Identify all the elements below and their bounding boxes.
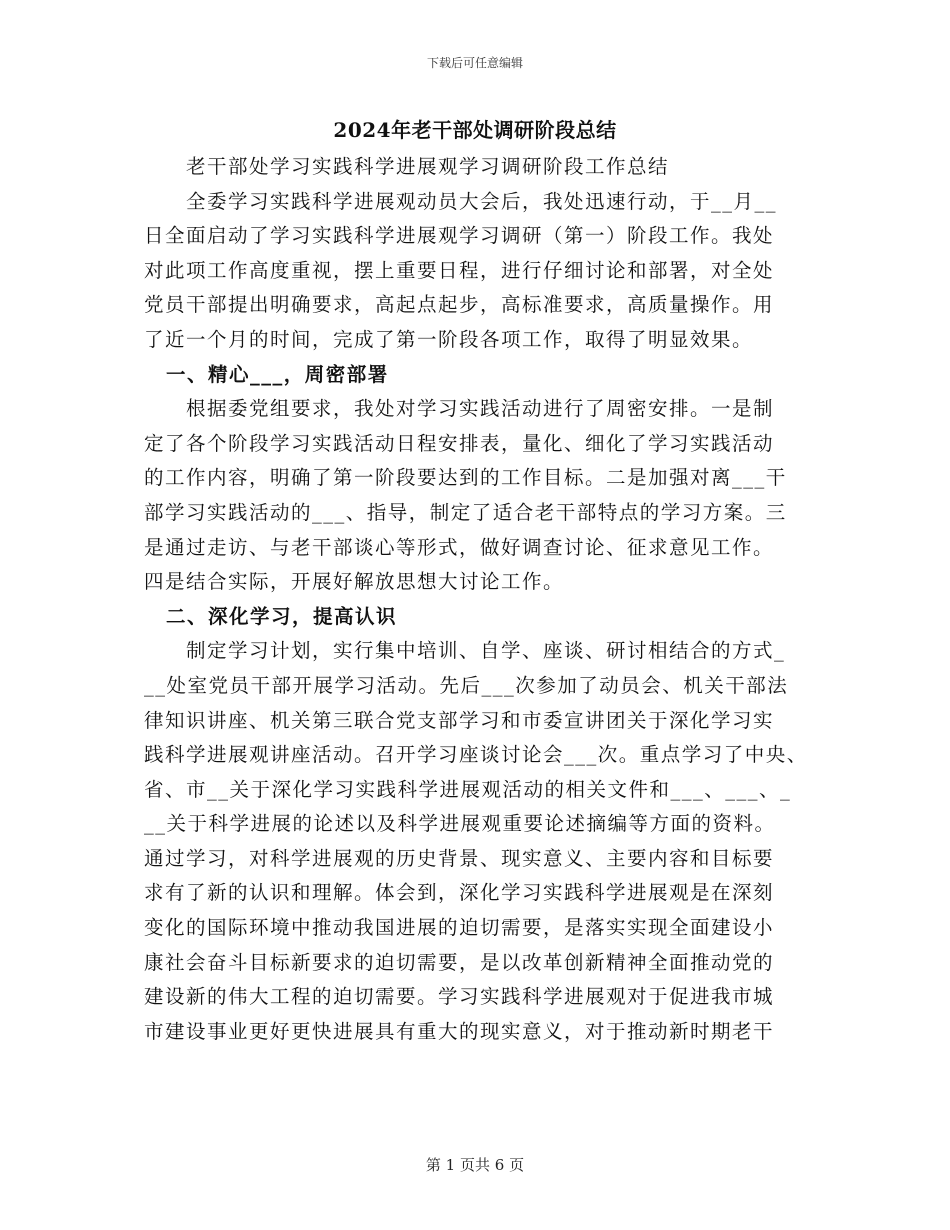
paragraph-line: 的工作内容，明确了第一阶段要达到的工作目标。二是加强对离___干 <box>144 466 787 490</box>
paragraph-line: 老干部处学习实践科学进展观学习调研阶段工作总结 <box>186 155 670 178</box>
paragraph-line: 康社会奋斗目标新要求的迫切需要，是以改革创新精神全面推动党的 <box>144 950 775 974</box>
paragraph-line: 根据委党组要求，我处对学习实践活动进行了周密安排。一是制 <box>186 397 775 421</box>
paragraph-line: 省、市__关于深化学习实践科学进展观活动的相关文件和___、___、_ <box>144 777 792 801</box>
paragraph-line: 制定学习计划，实行集中培训、自学、座谈、研讨相结合的方式_ <box>186 639 786 663</box>
paragraph-line: 四是结合实际，开展好解放思想大讨论工作。 <box>144 570 565 594</box>
paragraph-line: 是通过走访、与老干部谈心等形式，做好调查讨论、征求意见工作。 <box>144 535 775 559</box>
paragraph-line: 律知识讲座、机关第三联合党支部学习和市委宣讲团关于深化学习实 <box>144 708 775 732</box>
paragraph-line: __处室党员干部开展学习活动。先后___次参加了动员会、机关干部法 <box>144 673 789 697</box>
paragraph-line: 全委学习实践科学进展观动员大会后，我处迅速行动，于__月__ <box>186 189 778 213</box>
paragraph-line: 践科学进展观讲座活动。召开学习座谈讨论会___次。重点学习了中央、 <box>144 743 808 767</box>
page-footer: 第 1 页共 6 页 <box>425 1156 525 1174</box>
paragraph-line: 部学习实践活动的___、指导，制定了适合老干部特点的学习方案。三 <box>144 500 787 524</box>
paragraph-line: __关于科学进展的论述以及科学进展观重要论述摘编等方面的资料。 <box>144 812 776 836</box>
paragraph-line: 对此项工作高度重视，摆上重要日程，进行仔细讨论和部署，对全处 <box>144 258 775 282</box>
paragraph-line: 定了各个阶段学习实践活动日程安排表，量化、细化了学习实践活动 <box>144 431 775 455</box>
paragraph-line: 建设新的伟大工程的迫切需要。学习实践科学进展观对于促进我市城 <box>144 985 775 1009</box>
paragraph-line: 通过学习，对科学进展观的历史背景、现实意义、主要内容和目标要 <box>144 846 775 870</box>
paragraph-line: 市建设事业更好更快进展具有重大的现实意义，对于推动新时期老干 <box>144 1019 775 1043</box>
section-heading: 二、深化学习，提高认识 <box>166 604 398 628</box>
section-heading: 一、精心___，周密部署 <box>166 362 389 386</box>
paragraph-line: 求有了新的认识和理解。体会到，深化学习实践科学进展观是在深刻 <box>144 881 775 905</box>
paragraph-line: 日全面启动了学习实践科学进展观学习调研（第一）阶段工作。我处 <box>144 224 775 248</box>
header-note: 下载后可任意编辑 <box>426 56 523 70</box>
paragraph-line: 党员干部提出明确要求，高起点起步，高标准要求，高质量操作。用 <box>144 293 775 317</box>
paragraph-line: 了近一个月的时间，完成了第一阶段各项工作，取得了明显效果。 <box>144 327 754 351</box>
paragraph-line: 变化的国际环境中推动我国进展的迫切需要，是落实实现全面建设小 <box>144 916 775 940</box>
document-body <box>144 150 816 1049</box>
document-title: 2024年老干部处调研阶段总结 <box>333 118 617 142</box>
